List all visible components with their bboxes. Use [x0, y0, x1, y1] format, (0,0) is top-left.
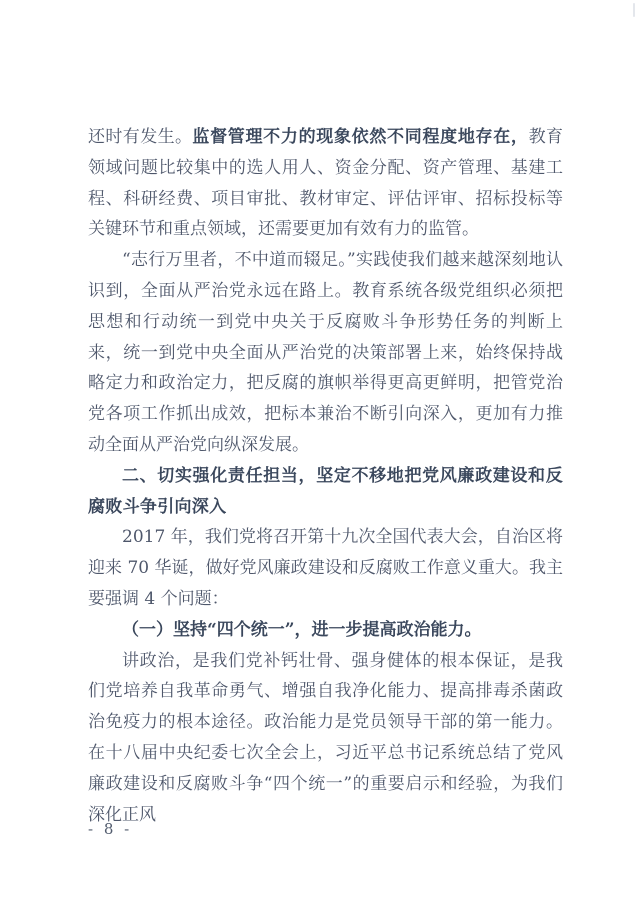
page-number: - 8 - [88, 820, 133, 838]
paragraph-2017: 2017 年，我们党将召开第十九次全国代表大会，自治区将迎来 70 华诞，做好党风廉政建设和反腐败工作意义重大。我主要强调 4 个问题： [88, 527, 563, 609]
sub-heading-point-1: （一）坚持“四个统一”，进一步提高政治能力。 [122, 619, 482, 640]
document-body [88, 122, 563, 830]
scan-artifact [633, 3, 635, 17]
paragraph-continuation-post: 教育领域问题比较集中的选人用人、资金分配、资产管理、基建工程、科研经费、项目审批、教材审定、评估评审、招标投标等关键环节和重点领域，还需要更加有效有力的监管。 [88, 127, 564, 240]
paragraph-continuation [88, 122, 563, 245]
paragraph-continuation-bold: 监督管理不力的现象依然不同程度地存在， [192, 127, 529, 147]
paragraph-practice: “志行万里者，不中道而辍足。”实践使我们越来越深刻地认识到，全面从严治党永远在路上。教育系统各级党组织必须把思想和行动统一到党中央关于反腐败斗争形势任务的判断上来，统一到党中央全面从严治党的决策部署上来，始终保持战略定力和政治定力，把反腐的旗帜举得更高更鲜明，把管党治党各项工作抓出成效，把标本兼治不断引向深入，更加有力推动全面从严治党向纵深发展。 [88, 250, 563, 455]
paragraph-politics: 讲政治，是我们党补钙壮骨、强身健体的根本保证，是我们党培养自我革命勇气、增强自我净化能力、提高排毒杀菌政治免疫力的根本途径。政治能力是党员领导干部的第一能力。在十八届中央纪委七次全会上，习近平总书记系统总结了党风廉政建设和反腐败斗争“四个统一”的重要启示和经验，为我们深化正风 [88, 650, 563, 825]
section-heading-2: 二、切实强化责任担当，坚定不移地把党风廉政建设和反腐败斗争引向深入 [88, 465, 563, 517]
paragraph-continuation-pre: 还时有发生。 [88, 127, 193, 147]
